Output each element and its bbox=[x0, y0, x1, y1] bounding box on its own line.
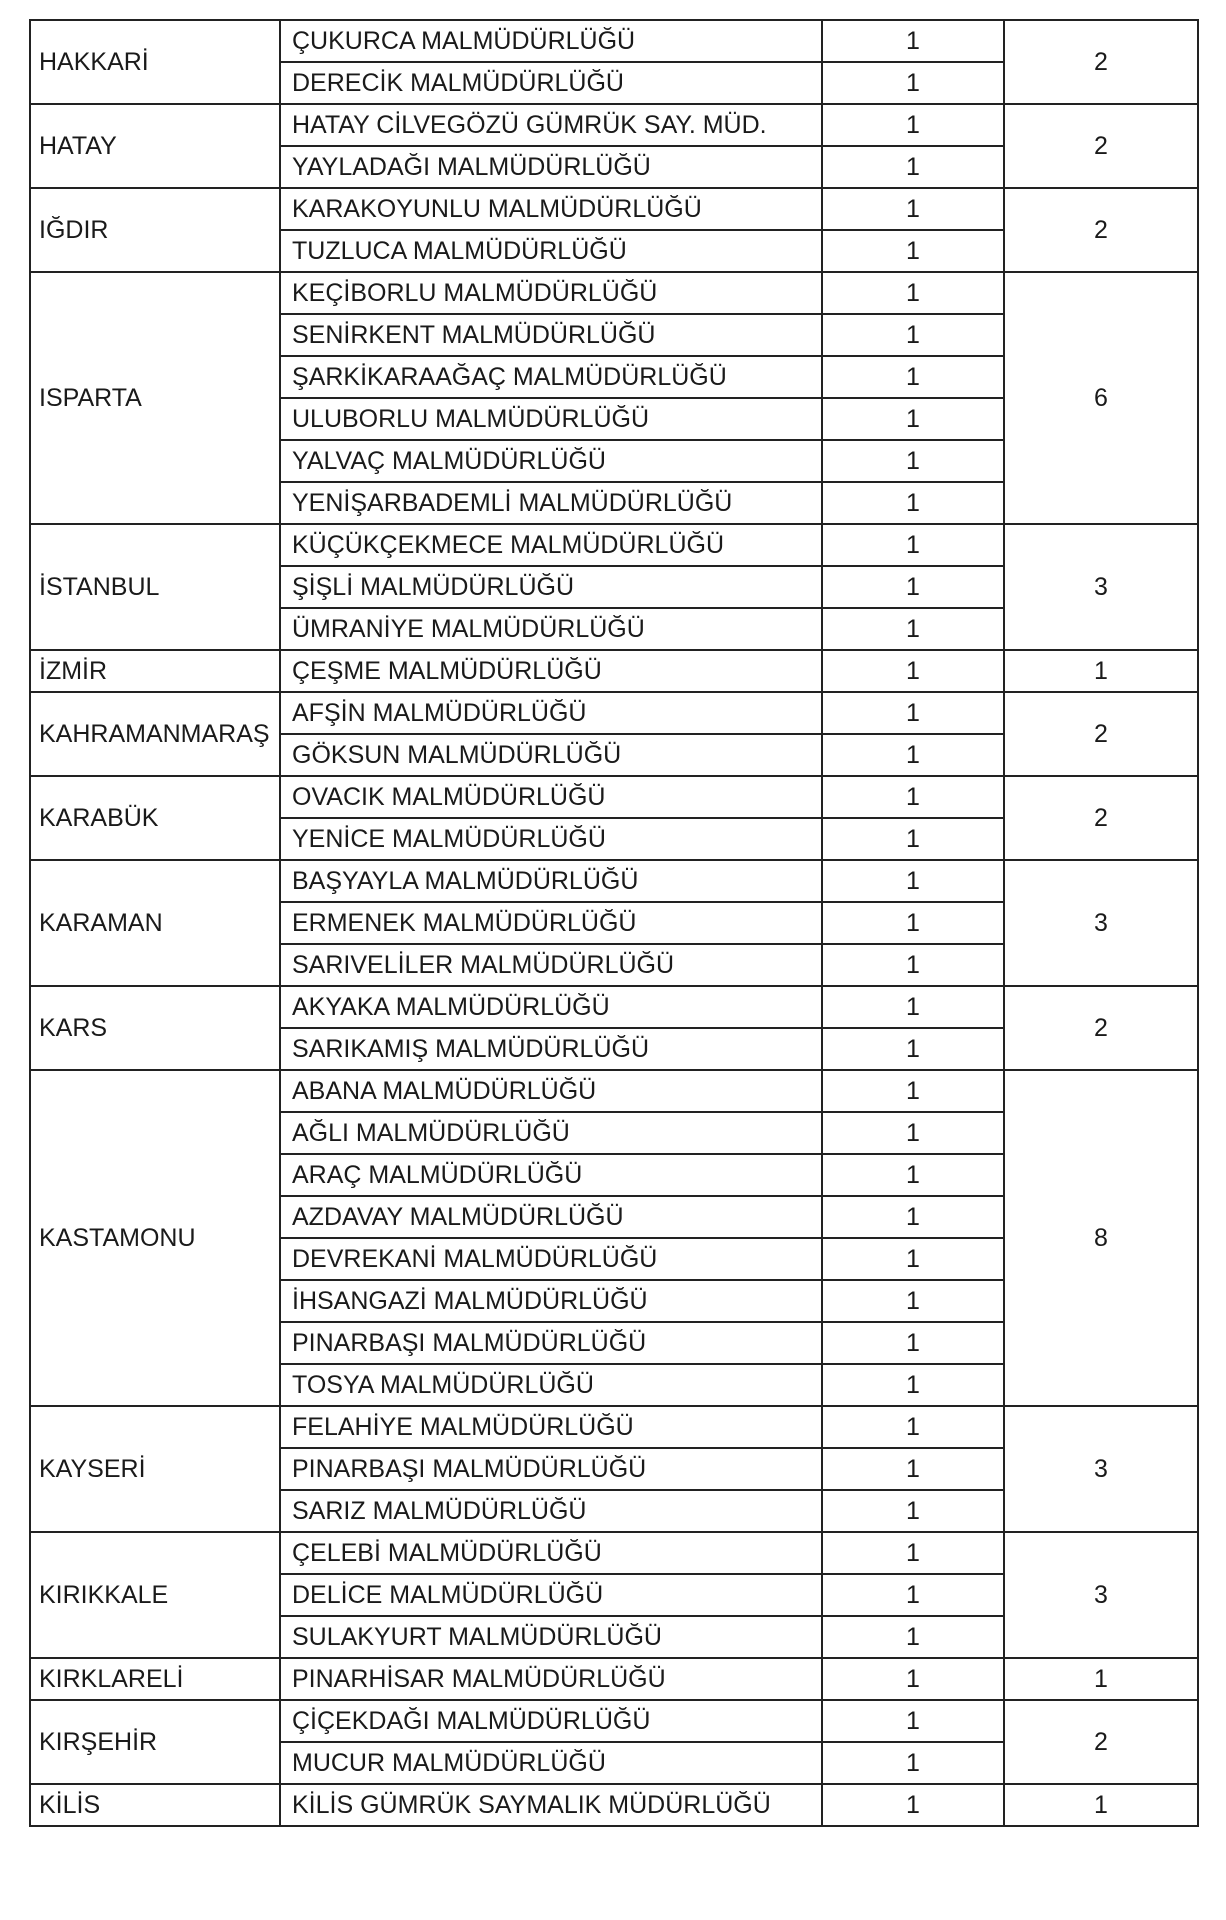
province-total: 2 bbox=[1004, 692, 1198, 776]
office-name: TUZLUCA MALMÜDÜRLÜĞÜ bbox=[280, 230, 822, 272]
office-count: 1 bbox=[822, 1238, 1004, 1280]
office-name: PINARHİSAR MALMÜDÜRLÜĞÜ bbox=[280, 1658, 822, 1700]
office-count: 1 bbox=[822, 566, 1004, 608]
province-total: 1 bbox=[1004, 650, 1198, 692]
office-name: AZDAVAY MALMÜDÜRLÜĞÜ bbox=[280, 1196, 822, 1238]
office-name: DEVREKANİ MALMÜDÜRLÜĞÜ bbox=[280, 1238, 822, 1280]
table-row bbox=[30, 1070, 1198, 1112]
office-count: 1 bbox=[822, 1784, 1004, 1826]
table-row bbox=[30, 1784, 1198, 1826]
province-total: 2 bbox=[1004, 20, 1198, 104]
province-name: KAYSERİ bbox=[30, 1406, 280, 1532]
office-name: ÜMRANİYE MALMÜDÜRLÜĞÜ bbox=[280, 608, 822, 650]
office-name: ÇUKURCA MALMÜDÜRLÜĞÜ bbox=[280, 20, 822, 62]
office-count: 1 bbox=[822, 1112, 1004, 1154]
province-total: 3 bbox=[1004, 524, 1198, 650]
province-name: KİLİS bbox=[30, 1784, 280, 1826]
province-total: 3 bbox=[1004, 860, 1198, 986]
office-name: ŞARKİKARAAĞAÇ MALMÜDÜRLÜĞÜ bbox=[280, 356, 822, 398]
office-name: PINARBAŞI MALMÜDÜRLÜĞÜ bbox=[280, 1322, 822, 1364]
table-row bbox=[30, 1700, 1198, 1742]
province-total: 6 bbox=[1004, 272, 1198, 524]
office-name: AĞLI MALMÜDÜRLÜĞÜ bbox=[280, 1112, 822, 1154]
table-row bbox=[30, 272, 1198, 314]
office-count: 1 bbox=[822, 1196, 1004, 1238]
office-name: ERMENEK MALMÜDÜRLÜĞÜ bbox=[280, 902, 822, 944]
office-count: 1 bbox=[822, 608, 1004, 650]
table-body bbox=[30, 20, 1198, 1826]
office-name: SENİRKENT MALMÜDÜRLÜĞÜ bbox=[280, 314, 822, 356]
office-name: HATAY CİLVEGÖZÜ GÜMRÜK SAY. MÜD. bbox=[280, 104, 822, 146]
province-name: KAHRAMANMARAŞ bbox=[30, 692, 280, 776]
office-name: ÇELEBİ MALMÜDÜRLÜĞÜ bbox=[280, 1532, 822, 1574]
province-name: KARABÜK bbox=[30, 776, 280, 860]
office-name: SULAKYURT MALMÜDÜRLÜĞÜ bbox=[280, 1616, 822, 1658]
office-name: YAYLADAĞI MALMÜDÜRLÜĞÜ bbox=[280, 146, 822, 188]
office-name: YENİŞARBADEMLİ MALMÜDÜRLÜĞÜ bbox=[280, 482, 822, 524]
office-name: ABANA MALMÜDÜRLÜĞÜ bbox=[280, 1070, 822, 1112]
office-count: 1 bbox=[822, 776, 1004, 818]
table-row bbox=[30, 692, 1198, 734]
province-name: KIRKLARELİ bbox=[30, 1658, 280, 1700]
table-row bbox=[30, 1532, 1198, 1574]
allocation-table bbox=[29, 19, 1199, 1827]
table-row bbox=[30, 188, 1198, 230]
office-name: AKYAKA MALMÜDÜRLÜĞÜ bbox=[280, 986, 822, 1028]
office-count: 1 bbox=[822, 482, 1004, 524]
province-total: 2 bbox=[1004, 104, 1198, 188]
office-name: SARIVELİLER MALMÜDÜRLÜĞÜ bbox=[280, 944, 822, 986]
office-name: DERECİK MALMÜDÜRLÜĞÜ bbox=[280, 62, 822, 104]
office-count: 1 bbox=[822, 1280, 1004, 1322]
table-row bbox=[30, 776, 1198, 818]
office-name: BAŞYAYLA MALMÜDÜRLÜĞÜ bbox=[280, 860, 822, 902]
office-name: SARIZ MALMÜDÜRLÜĞÜ bbox=[280, 1490, 822, 1532]
table-row bbox=[30, 524, 1198, 566]
office-count: 1 bbox=[822, 1700, 1004, 1742]
province-total: 2 bbox=[1004, 1700, 1198, 1784]
province-total: 2 bbox=[1004, 188, 1198, 272]
province-name: KARAMAN bbox=[30, 860, 280, 986]
office-name: ŞİŞLİ MALMÜDÜRLÜĞÜ bbox=[280, 566, 822, 608]
office-name: FELAHİYE MALMÜDÜRLÜĞÜ bbox=[280, 1406, 822, 1448]
province-name: ISPARTA bbox=[30, 272, 280, 524]
province-name: İZMİR bbox=[30, 650, 280, 692]
province-total: 1 bbox=[1004, 1784, 1198, 1826]
office-count: 1 bbox=[822, 734, 1004, 776]
office-count: 1 bbox=[822, 62, 1004, 104]
province-name: HATAY bbox=[30, 104, 280, 188]
office-name: YENİCE MALMÜDÜRLÜĞÜ bbox=[280, 818, 822, 860]
office-count: 1 bbox=[822, 272, 1004, 314]
province-total: 2 bbox=[1004, 776, 1198, 860]
office-count: 1 bbox=[822, 1070, 1004, 1112]
office-count: 1 bbox=[822, 902, 1004, 944]
office-name: KEÇİBORLU MALMÜDÜRLÜĞÜ bbox=[280, 272, 822, 314]
office-count: 1 bbox=[822, 398, 1004, 440]
office-name: ULUBORLU MALMÜDÜRLÜĞÜ bbox=[280, 398, 822, 440]
office-count: 1 bbox=[822, 230, 1004, 272]
office-name: YALVAÇ MALMÜDÜRLÜĞÜ bbox=[280, 440, 822, 482]
province-name: IĞDIR bbox=[30, 188, 280, 272]
table-row bbox=[30, 20, 1198, 62]
office-count: 1 bbox=[822, 524, 1004, 566]
table-row bbox=[30, 650, 1198, 692]
office-count: 1 bbox=[822, 1574, 1004, 1616]
office-count: 1 bbox=[822, 944, 1004, 986]
office-count: 1 bbox=[822, 1448, 1004, 1490]
office-name: KARAKOYUNLU MALMÜDÜRLÜĞÜ bbox=[280, 188, 822, 230]
office-count: 1 bbox=[822, 650, 1004, 692]
office-count: 1 bbox=[822, 986, 1004, 1028]
office-count: 1 bbox=[822, 314, 1004, 356]
office-name: ÇEŞME MALMÜDÜRLÜĞÜ bbox=[280, 650, 822, 692]
table-row bbox=[30, 104, 1198, 146]
office-name: İHSANGAZİ MALMÜDÜRLÜĞÜ bbox=[280, 1280, 822, 1322]
office-count: 1 bbox=[822, 1322, 1004, 1364]
office-count: 1 bbox=[822, 146, 1004, 188]
office-count: 1 bbox=[822, 1658, 1004, 1700]
office-name: PINARBAŞI MALMÜDÜRLÜĞÜ bbox=[280, 1448, 822, 1490]
office-count: 1 bbox=[822, 1028, 1004, 1070]
office-name: AFŞİN MALMÜDÜRLÜĞÜ bbox=[280, 692, 822, 734]
office-count: 1 bbox=[822, 104, 1004, 146]
office-name: ÇİÇEKDAĞI MALMÜDÜRLÜĞÜ bbox=[280, 1700, 822, 1742]
province-name: İSTANBUL bbox=[30, 524, 280, 650]
office-count: 1 bbox=[822, 1532, 1004, 1574]
office-count: 1 bbox=[822, 188, 1004, 230]
office-count: 1 bbox=[822, 1490, 1004, 1532]
table-row bbox=[30, 860, 1198, 902]
office-name: ARAÇ MALMÜDÜRLÜĞÜ bbox=[280, 1154, 822, 1196]
table-row bbox=[30, 986, 1198, 1028]
province-name: KIRIKKALE bbox=[30, 1532, 280, 1658]
office-count: 1 bbox=[822, 1616, 1004, 1658]
province-total: 1 bbox=[1004, 1658, 1198, 1700]
office-name: TOSYA MALMÜDÜRLÜĞÜ bbox=[280, 1364, 822, 1406]
office-count: 1 bbox=[822, 860, 1004, 902]
office-count: 1 bbox=[822, 440, 1004, 482]
office-name: DELİCE MALMÜDÜRLÜĞÜ bbox=[280, 1574, 822, 1616]
province-name: HAKKARİ bbox=[30, 20, 280, 104]
office-name: KÜÇÜKÇEKMECE MALMÜDÜRLÜĞÜ bbox=[280, 524, 822, 566]
office-count: 1 bbox=[822, 692, 1004, 734]
office-name: OVACIK MALMÜDÜRLÜĞÜ bbox=[280, 776, 822, 818]
office-name: SARIKAMIŞ MALMÜDÜRLÜĞÜ bbox=[280, 1028, 822, 1070]
office-count: 1 bbox=[822, 1154, 1004, 1196]
province-name: KIRŞEHİR bbox=[30, 1700, 280, 1784]
province-total: 8 bbox=[1004, 1070, 1198, 1406]
province-total: 3 bbox=[1004, 1532, 1198, 1658]
table-row bbox=[30, 1658, 1198, 1700]
office-name: GÖKSUN MALMÜDÜRLÜĞÜ bbox=[280, 734, 822, 776]
table-row bbox=[30, 1406, 1198, 1448]
office-count: 1 bbox=[822, 818, 1004, 860]
office-count: 1 bbox=[822, 356, 1004, 398]
province-name: KASTAMONU bbox=[30, 1070, 280, 1406]
office-count: 1 bbox=[822, 1364, 1004, 1406]
province-total: 3 bbox=[1004, 1406, 1198, 1532]
province-name: KARS bbox=[30, 986, 280, 1070]
office-name: KİLİS GÜMRÜK SAYMALIK MÜDÜRLÜĞÜ bbox=[280, 1784, 822, 1826]
province-total: 2 bbox=[1004, 986, 1198, 1070]
office-count: 1 bbox=[822, 1406, 1004, 1448]
office-name: MUCUR MALMÜDÜRLÜĞÜ bbox=[280, 1742, 822, 1784]
office-count: 1 bbox=[822, 20, 1004, 62]
office-count: 1 bbox=[822, 1742, 1004, 1784]
